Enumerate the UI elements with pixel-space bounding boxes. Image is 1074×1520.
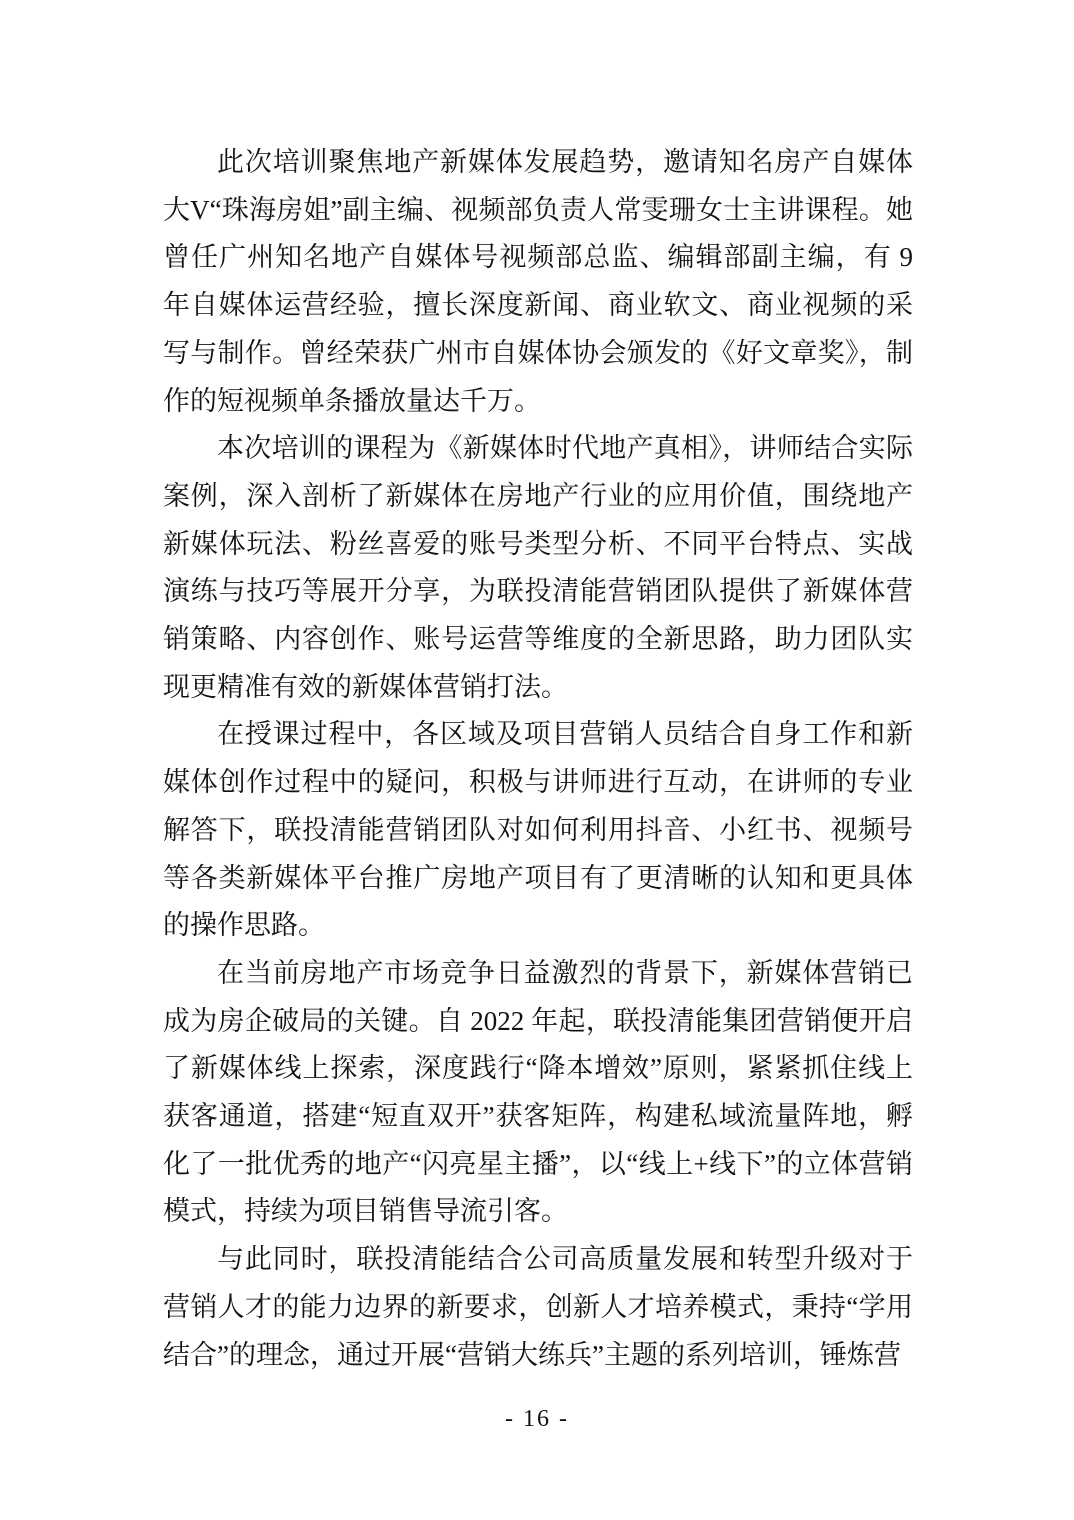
document-body: [163, 139, 913, 1379]
paragraph-talent-training: 与此同时，联投清能结合公司高质量发展和转型升级对于营销人才的能力边界的新要求，创新人才培养模式，秉持“学用结合”的理念，通过开展“营销大练兵”主题的系列培训，锤炼营: [163, 1244, 913, 1370]
page-footer: [0, 1406, 1074, 1433]
page-number: - 16 -: [505, 1406, 569, 1432]
paragraph-course-content: 本次培训的课程为《新媒体时代地产真相》，讲师结合实际案例，深入剖析了新媒体在房地产行业的应用价值，围绕地产新媒体玩法、粉丝喜爱的账号类型分析、不同平台特点、实战演练与技巧等展开分享，为联投清能营销团队提供了新媒体营销策略、内容创作、账号运营等维度的全新思路，助力团队实现更精准有效的新媒体营销打法。: [163, 433, 913, 702]
paragraph-market-background: 在当前房地产市场竞争日益激烈的背景下，新媒体营销已成为房企破局的关键。自 2022 年起，联投清能集团营销便开启了新媒体线上探索，深度践行“降本增效”原则，紧紧抓住线上获客通道，搭建“短直双开”获客矩阵，构建私域流量阵地，孵化了一批优秀的地产“闪亮星主播”，以“线上+线下”的立体营销模式，持续为项目销售导流引客。: [163, 957, 913, 1227]
paragraph-interaction: 在授课过程中，各区域及项目营销人员结合自身工作和新媒体创作过程中的疑问，积极与讲师进行互动，在讲师的专业解答下，联投清能营销团队对如何利用抖音、小红书、视频号等各类新媒体平台推广房地产项目有了更清晰的认知和更具体的操作思路。: [163, 719, 913, 941]
paragraph-training-intro: 此次培训聚焦地产新媒体发展趋势，邀请知名房产自媒体大V“珠海房姐”副主编、视频部负责人常雯珊女士主讲课程。她曾任广州知名地产自媒体号视频部总监、编辑部副主编，有 9 年自媒体运营经验，擅长深度新闻、商业软文、商业视频的采写与制作。曾经荣获广州市自媒体协会颁发的《好文章奖》，制作的短视频单条播放量达千万。: [163, 147, 913, 416]
